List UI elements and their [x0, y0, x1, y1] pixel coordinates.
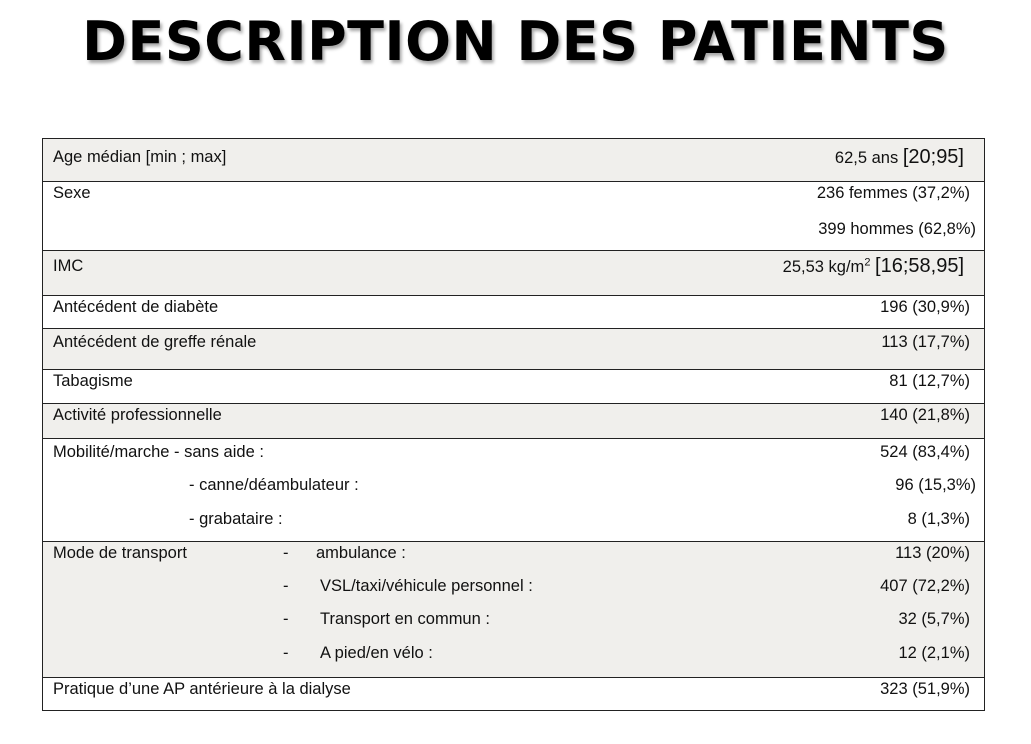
- row-imc: [43, 251, 984, 296]
- row-mobilite-value: 524 (83,4%): [880, 443, 970, 461]
- row-transport-dash: -: [283, 644, 289, 662]
- row-sexe-value-2: 399 hommes (62,8%): [818, 220, 976, 238]
- row-imc-value: 25,53 kg/m: [782, 258, 865, 276]
- row-tabac-value: 81 (12,7%): [889, 372, 970, 390]
- row-ap: [43, 678, 984, 710]
- row-diabete: [43, 296, 984, 329]
- row-sexe-label: Sexe: [53, 184, 91, 202]
- row-activite: [43, 404, 984, 439]
- row-diabete-value: 196 (30,9%): [880, 298, 970, 316]
- row-greffe-value: 113 (17,7%): [881, 333, 970, 351]
- row-transport-sub-value: 32 (5,7%): [898, 610, 970, 628]
- row-ap-label: Pratique d’une AP antérieure à la dialyse: [53, 680, 351, 698]
- page-title: DESCRIPTION DES PATIENTS: [82, 10, 949, 73]
- row-greffe: [43, 329, 984, 370]
- row-mobilite-label: Mobilité/marche - sans aide :: [53, 443, 264, 461]
- row-mobilite-sub-label: - canne/déambulateur :: [189, 476, 359, 494]
- row-transport-label: Mode de transport: [53, 544, 187, 562]
- patients-table: [42, 138, 985, 711]
- row-sexe-value-1: 236 femmes (37,2%): [816, 184, 970, 202]
- row-transport-sub-label: ambulance :: [316, 544, 406, 562]
- row-tabac-label: Tabagisme: [53, 372, 133, 390]
- row-transport-dash: -: [283, 577, 289, 595]
- row-greffe-label: Antécédent de greffe rénale: [53, 333, 257, 351]
- row-ap-value: 323 (51,9%): [880, 680, 970, 698]
- row-age: [43, 139, 984, 182]
- row-sexe: [43, 182, 984, 251]
- row-mobilite: [43, 439, 984, 542]
- row-tabac: [43, 370, 984, 404]
- row-transport-sub-label: Transport en commun :: [320, 610, 490, 628]
- row-mobilite-sub-value: 96 (15,3%): [895, 476, 976, 494]
- row-imc-exponent: 2: [864, 256, 871, 269]
- row-transport: [43, 542, 984, 678]
- row-age-range: [20;95]: [902, 146, 964, 168]
- row-transport-sub-label: VSL/taxi/véhicule personnel :: [320, 577, 533, 595]
- row-transport-sub-value: 113 (20%): [895, 544, 970, 562]
- row-diabete-label: Antécédent de diabète: [53, 298, 219, 316]
- row-imc-range: [16;58,95]: [875, 255, 964, 277]
- row-mobilite-sub-value: 8 (1,3%): [907, 510, 970, 528]
- row-transport-sub-label: A pied/en vélo :: [320, 644, 433, 662]
- row-transport-sub-value: 407 (72,2%): [880, 577, 970, 595]
- row-imc-label: IMC: [53, 257, 84, 275]
- row-age-value: 62,5 ans: [834, 149, 899, 167]
- row-transport-dash: -: [283, 610, 289, 628]
- row-mobilite-sub-label: - grabataire :: [189, 510, 283, 528]
- row-age-label: Age médian [min ; max]: [53, 148, 227, 166]
- row-activite-label: Activité professionnelle: [53, 406, 222, 424]
- row-activite-value: 140 (21,8%): [880, 406, 970, 424]
- row-transport-sub-value: 12 (2,1%): [898, 644, 970, 662]
- row-transport-dash: -: [283, 544, 289, 562]
